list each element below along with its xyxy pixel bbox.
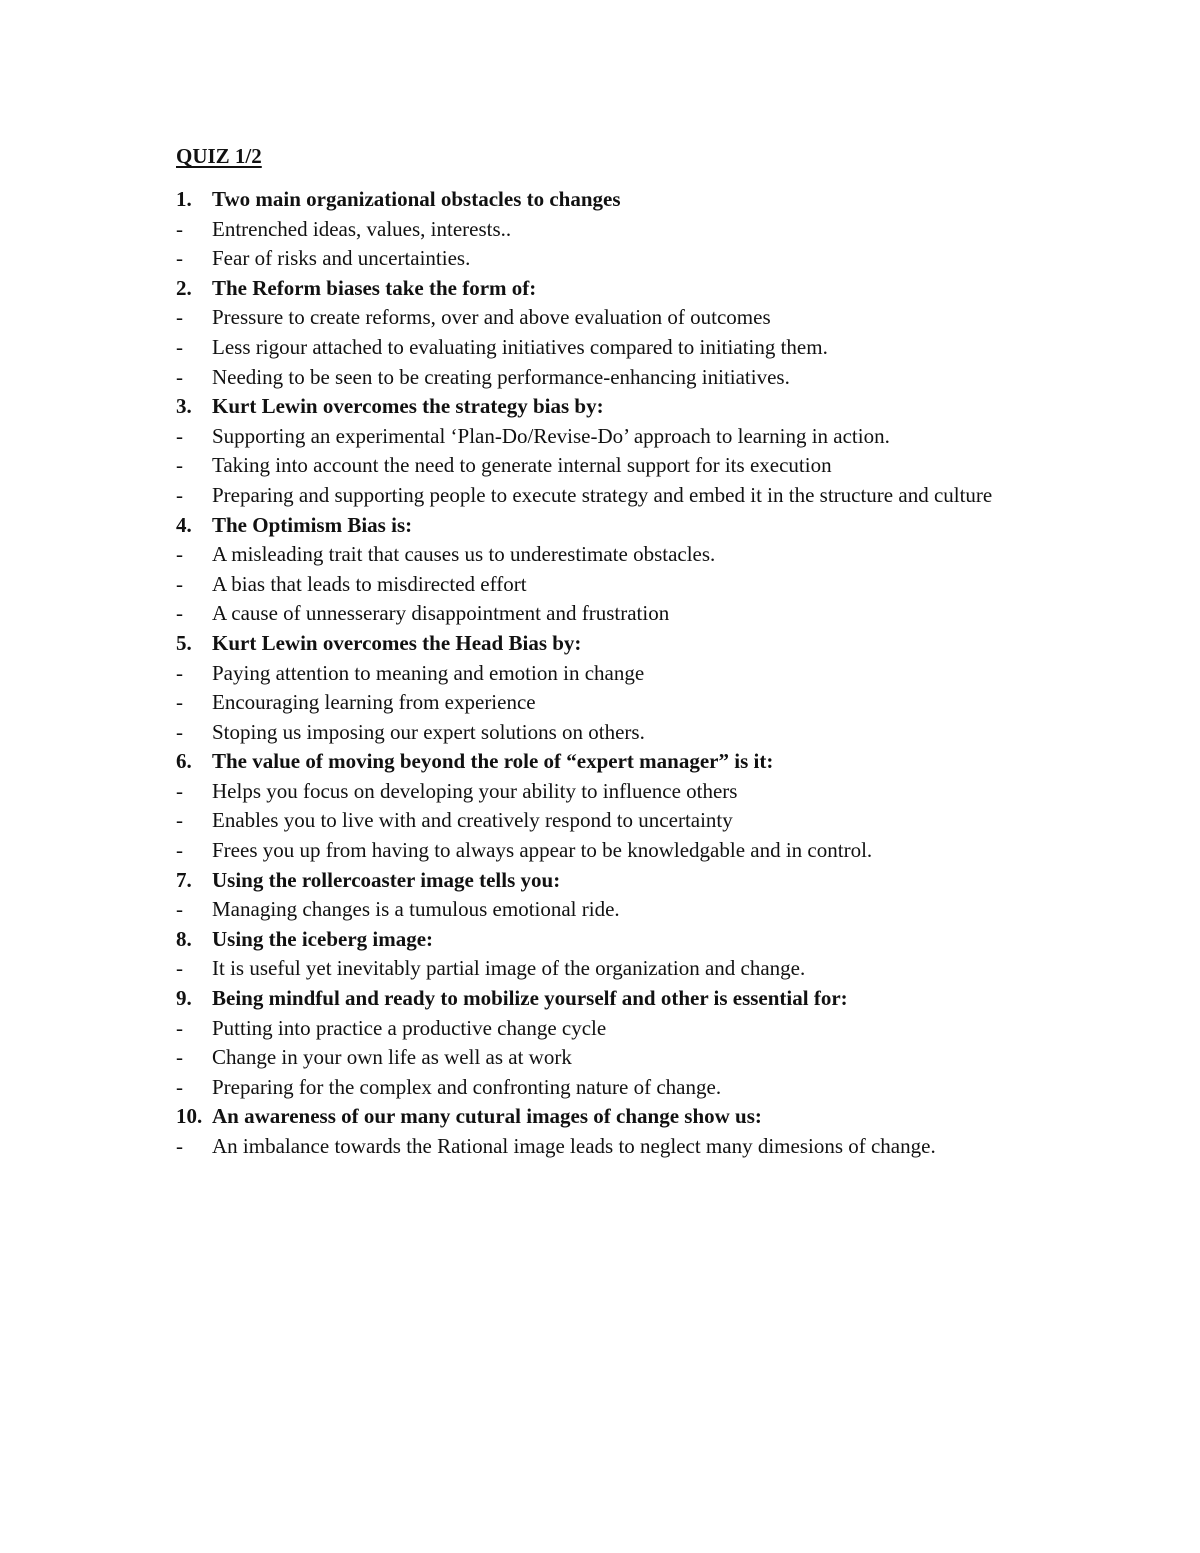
bullet-dash: -	[176, 246, 183, 271]
answer-item	[176, 540, 1076, 570]
question-list	[176, 185, 1076, 1162]
question-number: 4.	[176, 512, 192, 537]
answer-item	[176, 895, 1076, 925]
bullet-dash: -	[176, 1134, 183, 1158]
answer-text: A misleading trait that causes us to underestimate obstacles.	[212, 542, 716, 567]
question-number: 3.	[176, 394, 192, 419]
bullet-dash: -	[176, 216, 183, 241]
question-number: 5.	[176, 630, 192, 655]
bullet-dash: -	[176, 956, 183, 981]
question-number: 6.	[176, 749, 192, 774]
question-text: Kurt Lewin overcomes the Head Bias by:	[212, 630, 582, 655]
question-text: The value of moving beyond the role of “expert manager” is it:	[212, 749, 774, 774]
answer-item	[176, 244, 1076, 274]
answer-text: It is useful yet inevitably partial image of the organization and change.	[212, 956, 806, 981]
bullet-dash: -	[176, 453, 183, 478]
answer-text: Helps you focus on developing your ability to influence others	[212, 778, 738, 803]
question-item	[176, 392, 1076, 422]
bullet-dash: -	[176, 601, 183, 626]
bullet-dash: -	[176, 305, 183, 330]
answer-item	[176, 599, 1076, 629]
answer-text: Enables you to live with and creatively respond to uncertainty	[212, 808, 733, 833]
question-item	[176, 747, 1076, 777]
bullet-dash: -	[176, 542, 183, 567]
bullet-dash: -	[176, 364, 183, 389]
question-item	[176, 984, 1076, 1014]
answer-text: Taking into account the need to generate internal support for its execution	[212, 453, 832, 478]
quiz-title: QUIZ 1/2	[176, 144, 262, 168]
answer-text: A bias that leads to misdirected effort	[212, 571, 527, 596]
answer-item	[176, 333, 1076, 363]
bullet-dash: -	[176, 423, 183, 448]
question-item	[176, 866, 1076, 896]
bullet-dash: -	[176, 808, 183, 833]
answer-item	[176, 215, 1076, 245]
question-item	[176, 185, 1076, 215]
answer-text: Change in your own life as well as at work	[212, 1045, 572, 1070]
question-number: 8.	[176, 926, 192, 951]
answer-text: A cause of unnesserary disappointment and frustration	[212, 601, 670, 626]
answer-text: Pressure to create reforms, over and above evaluation of outcomes	[212, 305, 771, 330]
answer-text: Less rigour attached to evaluating initiatives compared to initiating them.	[212, 334, 828, 359]
answer-item	[176, 806, 1076, 836]
answer-text: Supporting an experimental ‘Plan-Do/Revise-Do’ approach to learning in action.	[212, 423, 890, 448]
question-text: Using the rollercoaster image tells you:	[212, 867, 561, 892]
answer-item	[176, 954, 1076, 984]
answer-item	[176, 363, 1076, 393]
answer-item	[176, 1014, 1076, 1044]
bullet-dash: -	[176, 897, 183, 922]
answer-text: Needing to be seen to be creating performance-enhancing initiatives.	[212, 364, 790, 389]
question-item	[176, 629, 1076, 659]
question-number: 10.	[176, 1104, 203, 1129]
answer-text: Paying attention to meaning and emotion in change	[212, 660, 645, 685]
answer-text: Preparing and supporting people to execute strategy and embed it in the structure and culture	[212, 482, 993, 507]
answer-text: Fear of risks and uncertainties.	[212, 246, 471, 271]
answer-item	[176, 718, 1076, 748]
question-text: Being mindful and ready to mobilize yourself and other is essential for:	[212, 986, 848, 1011]
answer-item	[176, 777, 1076, 807]
answer-item	[176, 303, 1076, 333]
answer-item	[176, 481, 1076, 511]
question-text: Two main organizational obstacles to changes	[212, 187, 621, 211]
answer-item	[176, 1043, 1076, 1073]
question-number: 1.	[176, 187, 192, 211]
answer-item	[176, 1132, 1076, 1162]
bullet-dash: -	[176, 1045, 183, 1070]
question-text: The Optimism Bias is:	[212, 512, 413, 537]
question-text: An awareness of our many cutural images of change show us:	[212, 1104, 762, 1129]
bullet-dash: -	[176, 571, 183, 596]
question-text: Kurt Lewin overcomes the strategy bias by:	[212, 394, 604, 419]
answer-item	[176, 1073, 1076, 1103]
question-item	[176, 925, 1076, 955]
answer-text: Entrenched ideas, values, interests..	[212, 216, 512, 241]
bullet-dash: -	[176, 660, 183, 685]
answer-item	[176, 688, 1076, 718]
bullet-dash: -	[176, 719, 183, 744]
bullet-dash: -	[176, 838, 183, 863]
question-item	[176, 274, 1076, 304]
bullet-dash: -	[176, 334, 183, 359]
question-text: Using the iceberg image:	[212, 926, 434, 951]
answer-text: An imbalance towards the Rational image leads to neglect many dimesions of change.	[212, 1134, 936, 1158]
answer-item	[176, 422, 1076, 452]
question-item	[176, 511, 1076, 541]
answer-item	[176, 836, 1076, 866]
answer-item	[176, 659, 1076, 689]
answer-text: Encouraging learning from experience	[212, 690, 536, 715]
bullet-dash: -	[176, 1074, 183, 1099]
answer-text: Frees you up from having to always appear to be knowledgable and in control.	[212, 838, 873, 863]
question-number: 9.	[176, 986, 192, 1011]
question-number: 2.	[176, 275, 192, 300]
question-number: 7.	[176, 867, 192, 892]
bullet-dash: -	[176, 1015, 183, 1040]
answer-text: Preparing for the complex and confronting nature of change.	[212, 1074, 722, 1099]
answer-text: Putting into practice a productive change cycle	[212, 1015, 607, 1040]
answer-text: Stoping us imposing our expert solutions on others.	[212, 719, 645, 744]
answer-item	[176, 451, 1076, 481]
answer-text: Managing changes is a tumulous emotional ride.	[212, 897, 620, 922]
answer-item	[176, 570, 1076, 600]
question-text: The Reform biases take the form of:	[212, 275, 537, 300]
bullet-dash: -	[176, 778, 183, 803]
bullet-dash: -	[176, 690, 183, 715]
question-item	[176, 1102, 1076, 1132]
document-body	[176, 141, 1076, 1162]
bullet-dash: -	[176, 482, 183, 507]
